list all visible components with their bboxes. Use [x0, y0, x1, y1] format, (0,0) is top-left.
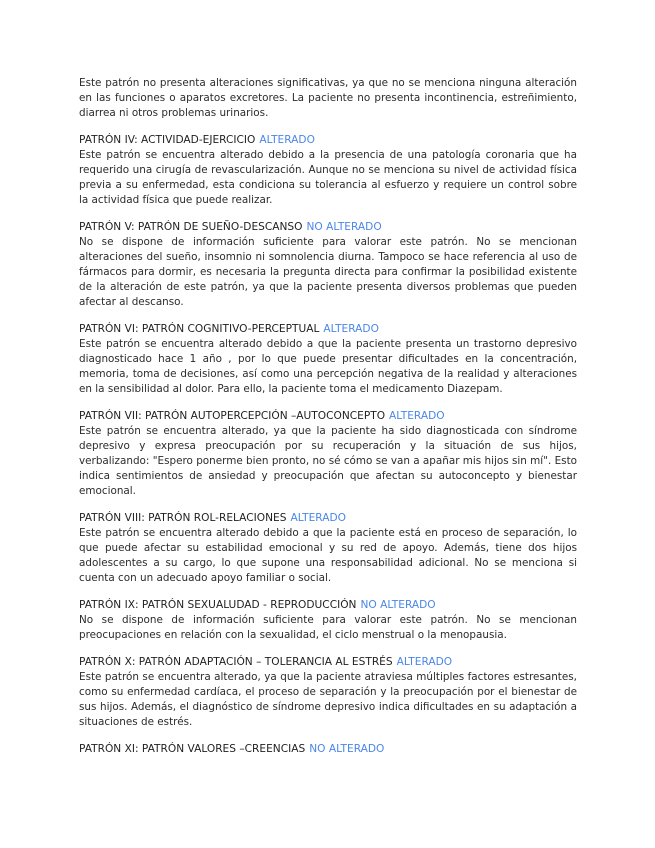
- status-label: NO ALTERADO: [360, 599, 436, 611]
- status-label: ALTERADO: [396, 656, 453, 668]
- status-label: ALTERADO: [290, 512, 346, 524]
- section-cognitivo-perceptual: [79, 322, 577, 397]
- section-body: No se dispone de información suficiente para valorar este patrón. No se mencionan preocupaciones en relación con la sexualidad, el ciclo menstrual o la menopausia.: [79, 614, 577, 641]
- section-body: Este patrón se encuentra alterado debido a la presencia de una patología coronaria que ha requerido una cirugía de revascularización. Aunque no se menciona su nivel de actividad física previa a su enfermedad, esta condiciona su tolerancia al esfuerzo y requiere un control sobre la actividad física que puede realizar.: [79, 149, 577, 206]
- section-actividad-ejercicio: [79, 133, 577, 208]
- section-body: Este patrón se encuentra alterado, ya que la paciente atraviesa múltiples factores estresantes, como su enfermedad cardíaca, el proceso de separación y la preocupación por el bienestar de sus hijos. Además, el diagnóstico de síndrome depresivo indica dificultades en su adaptación a situaciones de estrés.: [79, 671, 577, 728]
- section-heading: [79, 133, 577, 148]
- status-label: NO ALTERADO: [306, 221, 382, 233]
- section-title: PATRÓN VII: PATRÓN AUTOPERCEPCIÓN –AUTOCONCEPTO: [79, 410, 386, 422]
- section-heading: [79, 598, 577, 613]
- section-title: PATRÓN XI: PATRÓN VALORES –CREENCIAS: [79, 743, 306, 755]
- section-autopercepcion: [79, 409, 577, 499]
- document-content: [79, 76, 577, 769]
- section-adaptacion-estres: [79, 655, 577, 730]
- intro-paragraph: Este patrón no presenta alteraciones significativas, ya que no se menciona ninguna alteración en las funciones o aparatos excretores. La paciente no presenta incontinencia, estreñimiento, diarrea ni otros problemas urinarios.: [79, 77, 577, 119]
- status-label: ALTERADO: [323, 323, 379, 335]
- section-heading: [79, 409, 577, 424]
- status-label: ALTERADO: [389, 410, 445, 422]
- section-rol-relaciones: [79, 511, 577, 586]
- section-title: PATRÓN V: PATRÓN DE SUEÑO-DESCANSO: [79, 221, 303, 233]
- status-label: NO ALTERADO: [309, 743, 385, 755]
- section-heading: [79, 511, 577, 526]
- section-title: PATRÓN VIII: PATRÓN ROL-RELACIONES: [79, 512, 287, 524]
- status-label: ALTERADO: [259, 134, 315, 146]
- section-sueno-descanso: [79, 220, 577, 310]
- section-title: PATRÓN IV: ACTIVIDAD-EJERCICIO: [79, 134, 256, 146]
- section-heading: [79, 742, 577, 757]
- section-title: PATRÓN VI: PATRÓN COGNITIVO-PERCEPTUAL: [79, 323, 320, 335]
- section-body: Este patrón se encuentra alterado debido a que la paciente está en proceso de separación, lo que puede afectar su estabilidad emocional y su red de apoyo. Además, tiene dos hijos adolescentes a su cargo, lo que supone una responsabilidad adicional. No se menciona si cuenta con un adecuado apoyo familiar o social.: [79, 527, 577, 584]
- section-body: Este patrón se encuentra alterado, ya que la paciente ha sido diagnosticada con síndrome depresivo y expresa preocupación por su recuperación y la situación de sus hijos, verbalizando: "Espero ponerme bien pronto, no sé cómo se van a apañar mis hijos sin mí". Esto indica sentimientos de ansiedad y preocupación que afectan su autoconcepto y bienestar emocional.: [79, 425, 577, 497]
- section-title: PATRÓN X: PATRÓN ADAPTACIÓN – TOLERANCIA AL ESTRÉS: [79, 656, 393, 668]
- section-body: No se dispone de información suficiente para valorar este patrón. No se mencionan alteraciones del sueño, insomnio ni somnolencia diurna. Tampoco se hace referencia al uso de fármacos para dormir, es necesaria la pregunta directa para confirmar la posibilidad existente de la alteración de este patrón, ya que la paciente presenta diversos problemas que pueden afectar al descanso.: [79, 236, 577, 308]
- section-valores-creencias: [79, 742, 577, 757]
- section-heading: [79, 220, 577, 235]
- section-heading: [79, 322, 577, 337]
- section-body: Este patrón se encuentra alterado debido a que la paciente presenta un trastorno depresivo diagnosticado hace 1 año , por lo que puede presentar dificultades en la concentración, memoria, toma de decisiones, así como una percepción negativa de la realidad y alteraciones en la sensibilidad al dolor. Para ello, la paciente toma el medicamento Diazepam.: [79, 338, 577, 395]
- section-sexualidad-reproduccion: [79, 598, 577, 643]
- section-heading: [79, 655, 577, 670]
- section-title: PATRÓN IX: PATRÓN SEXUALUDAD - REPRODUCCIÓN: [79, 599, 357, 611]
